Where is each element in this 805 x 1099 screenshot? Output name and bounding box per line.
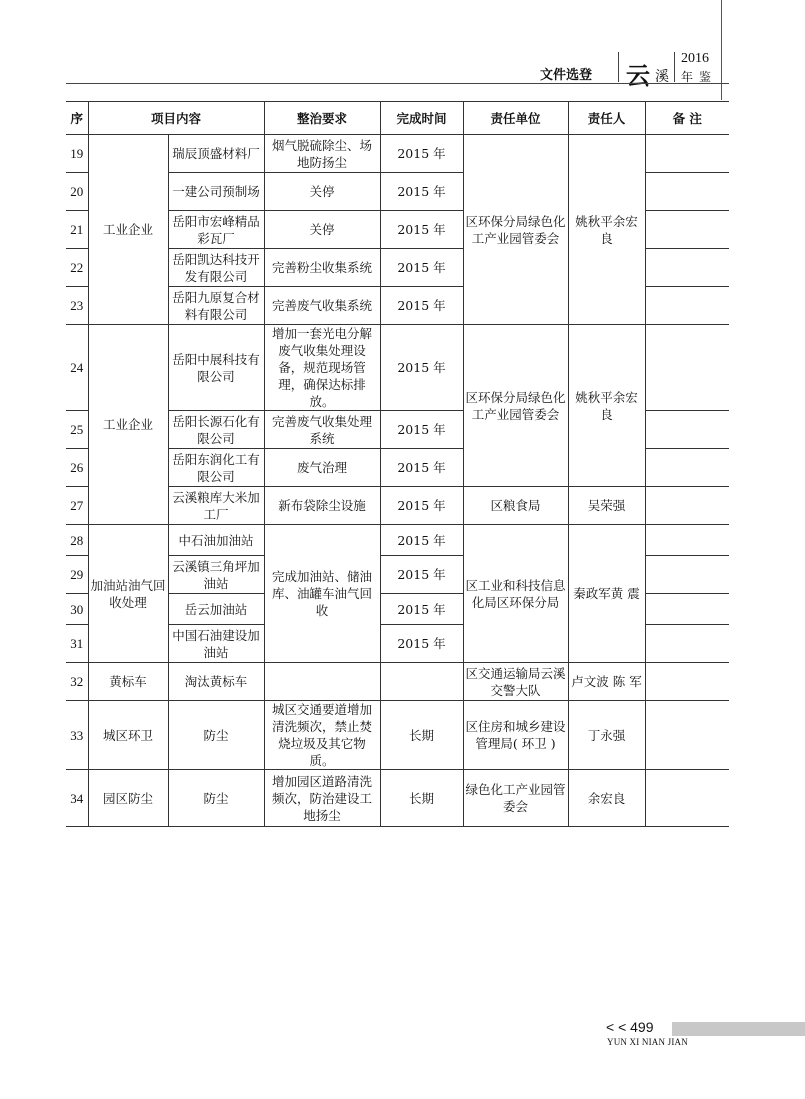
requirement-cell: 完成加油站、储油库、油罐车油气回收 xyxy=(264,525,380,663)
remark-cell xyxy=(645,770,729,827)
unit-cell: 区住房和城乡建设管理局( 环卫 ) xyxy=(463,701,568,770)
table-row xyxy=(66,701,729,770)
remark-cell xyxy=(645,701,729,770)
remark-cell xyxy=(645,287,729,325)
requirement-cell xyxy=(264,663,380,701)
requirement-cell: 完善废气收集处理系统 xyxy=(264,411,380,449)
project-cell: 岳云加油站 xyxy=(168,594,264,625)
remark-cell xyxy=(645,556,729,594)
row-number: 30 xyxy=(66,594,88,625)
header-cell: 备 注 xyxy=(645,102,729,135)
time-cell: 2015 年 xyxy=(380,556,463,594)
requirement-cell: 完善废气收集系统 xyxy=(264,287,380,325)
category-cell: 黄标车 xyxy=(88,663,168,701)
remark-cell xyxy=(645,625,729,663)
remark-cell xyxy=(645,525,729,556)
header-nianjian: 年鉴 xyxy=(681,70,718,84)
project-cell: 一建公司预制场 xyxy=(168,173,264,211)
project-cell: 云溪镇三角坪加油站 xyxy=(168,556,264,594)
header-cell: 项目内容 xyxy=(88,102,264,135)
row-number: 22 xyxy=(66,249,88,287)
unit-cell: 区环保分局绿色化工产业园管委会 xyxy=(463,325,568,487)
category-cell: 园区防尘 xyxy=(88,770,168,827)
person-cell: 余宏良 xyxy=(568,770,645,827)
project-cell: 岳阳凯达科技开发有限公司 xyxy=(168,249,264,287)
remark-cell xyxy=(645,325,729,411)
time-cell: 2015 年 xyxy=(380,594,463,625)
time-cell: 2015 年 xyxy=(380,135,463,173)
footer-subtitle: YUN XI NIAN JIAN xyxy=(607,1037,688,1047)
unit-cell: 区工业和科技信息化局区环保分局 xyxy=(463,525,568,663)
time-cell xyxy=(380,663,463,701)
requirement-cell: 关停 xyxy=(264,211,380,249)
row-number: 31 xyxy=(66,625,88,663)
requirement-cell: 增加一套光电分解废气收集处理设备，规范现场管理，确保达标排放。 xyxy=(264,325,380,411)
requirement-cell: 烟气脱硫除尘、场地防扬尘 xyxy=(264,135,380,173)
project-cell: 中石油加油站 xyxy=(168,525,264,556)
person-cell: 卢文波 陈 军 xyxy=(568,663,645,701)
project-cell: 淘汰黄标车 xyxy=(168,663,264,701)
header-cell: 序 xyxy=(66,102,88,135)
time-cell: 2015 年 xyxy=(380,449,463,487)
row-number: 29 xyxy=(66,556,88,594)
header-vertical-rule xyxy=(721,0,722,100)
project-cell: 岳阳中展科技有限公司 xyxy=(168,325,264,411)
requirement-cell: 新布袋除尘设施 xyxy=(264,487,380,525)
header-divider xyxy=(674,52,675,82)
project-cell: 防尘 xyxy=(168,770,264,827)
time-cell: 2015 年 xyxy=(380,525,463,556)
page-number: < < 499 xyxy=(606,1019,654,1035)
project-cell: 云溪粮库大米加工厂 xyxy=(168,487,264,525)
unit-cell: 区环保分局绿色化工产业园管委会 xyxy=(463,135,568,325)
header-cell: 责任单位 xyxy=(463,102,568,135)
row-number: 24 xyxy=(66,325,88,411)
row-number: 34 xyxy=(66,770,88,827)
table-header-row xyxy=(66,102,729,135)
row-number: 21 xyxy=(66,211,88,249)
remark-cell xyxy=(645,449,729,487)
row-number: 32 xyxy=(66,663,88,701)
project-cell: 防尘 xyxy=(168,701,264,770)
category-cell: 工业企业 xyxy=(88,135,168,325)
brand-yun: 云 xyxy=(626,61,650,90)
person-cell: 秦政军黄 震 xyxy=(568,525,645,663)
remark-cell xyxy=(645,211,729,249)
row-number: 27 xyxy=(66,487,88,525)
project-cell: 中国石油建设加油站 xyxy=(168,625,264,663)
footer-bar xyxy=(672,1022,805,1036)
time-cell: 2015 年 xyxy=(380,487,463,525)
time-cell: 长期 xyxy=(380,770,463,827)
remark-cell xyxy=(645,135,729,173)
unit-cell: 绿色化工产业园管委会 xyxy=(463,770,568,827)
header-rule xyxy=(66,83,729,84)
header-cell: 完成时间 xyxy=(380,102,463,135)
person-cell: 姚秋平余宏良 xyxy=(568,325,645,487)
project-cell: 瑞辰顶盛材料厂 xyxy=(168,135,264,173)
header-year: 2016 xyxy=(681,51,709,66)
remark-cell xyxy=(645,487,729,525)
person-cell: 吴荣强 xyxy=(568,487,645,525)
time-cell: 2015 年 xyxy=(380,173,463,211)
remark-cell xyxy=(645,173,729,211)
unit-cell: 区交通运输局云溪交警大队 xyxy=(463,663,568,701)
header-divider xyxy=(618,52,619,82)
row-number: 20 xyxy=(66,173,88,211)
time-cell: 2015 年 xyxy=(380,625,463,663)
project-cell: 岳阳长源石化有限公司 xyxy=(168,411,264,449)
project-cell: 岳阳东润化工有限公司 xyxy=(168,449,264,487)
table-row xyxy=(66,663,729,701)
remark-cell xyxy=(645,411,729,449)
row-number: 23 xyxy=(66,287,88,325)
header-cell: 责任人 xyxy=(568,102,645,135)
row-number: 26 xyxy=(66,449,88,487)
time-cell: 2015 年 xyxy=(380,249,463,287)
header-cell: 整治要求 xyxy=(264,102,380,135)
time-cell: 2015 年 xyxy=(380,325,463,411)
project-cell: 岳阳市宏峰精品彩瓦厂 xyxy=(168,211,264,249)
row-number: 33 xyxy=(66,701,88,770)
unit-cell: 区粮食局 xyxy=(463,487,568,525)
requirement-cell: 废气治理 xyxy=(264,449,380,487)
project-cell: 岳阳九原复合材料有限公司 xyxy=(168,287,264,325)
time-cell: 2015 年 xyxy=(380,211,463,249)
remark-cell xyxy=(645,249,729,287)
requirement-cell: 城区交通要道增加清洗频次，禁止焚烧垃圾及其它物质。 xyxy=(264,701,380,770)
remark-cell xyxy=(645,663,729,701)
table-row xyxy=(66,135,729,173)
section-title: 文件选登 xyxy=(540,68,593,83)
person-cell: 丁永强 xyxy=(568,701,645,770)
time-cell: 长期 xyxy=(380,701,463,770)
brand-xi: 溪 xyxy=(655,69,669,85)
table-row xyxy=(66,525,729,556)
category-cell: 城区环卫 xyxy=(88,701,168,770)
rectification-table xyxy=(66,101,729,827)
requirement-cell: 增加园区道路清洗频次，防治建设工地扬尘 xyxy=(264,770,380,827)
person-cell: 姚秋平余宏良 xyxy=(568,135,645,325)
requirement-cell: 完善粉尘收集系统 xyxy=(264,249,380,287)
row-number: 28 xyxy=(66,525,88,556)
row-number: 25 xyxy=(66,411,88,449)
table-row xyxy=(66,770,729,827)
row-number: 19 xyxy=(66,135,88,173)
category-cell: 工业企业 xyxy=(88,325,168,525)
requirement-cell: 关停 xyxy=(264,173,380,211)
category-cell: 加油站油气回收处理 xyxy=(88,525,168,663)
time-cell: 2015 年 xyxy=(380,411,463,449)
table-row xyxy=(66,325,729,411)
remark-cell xyxy=(645,594,729,625)
time-cell: 2015 年 xyxy=(380,287,463,325)
